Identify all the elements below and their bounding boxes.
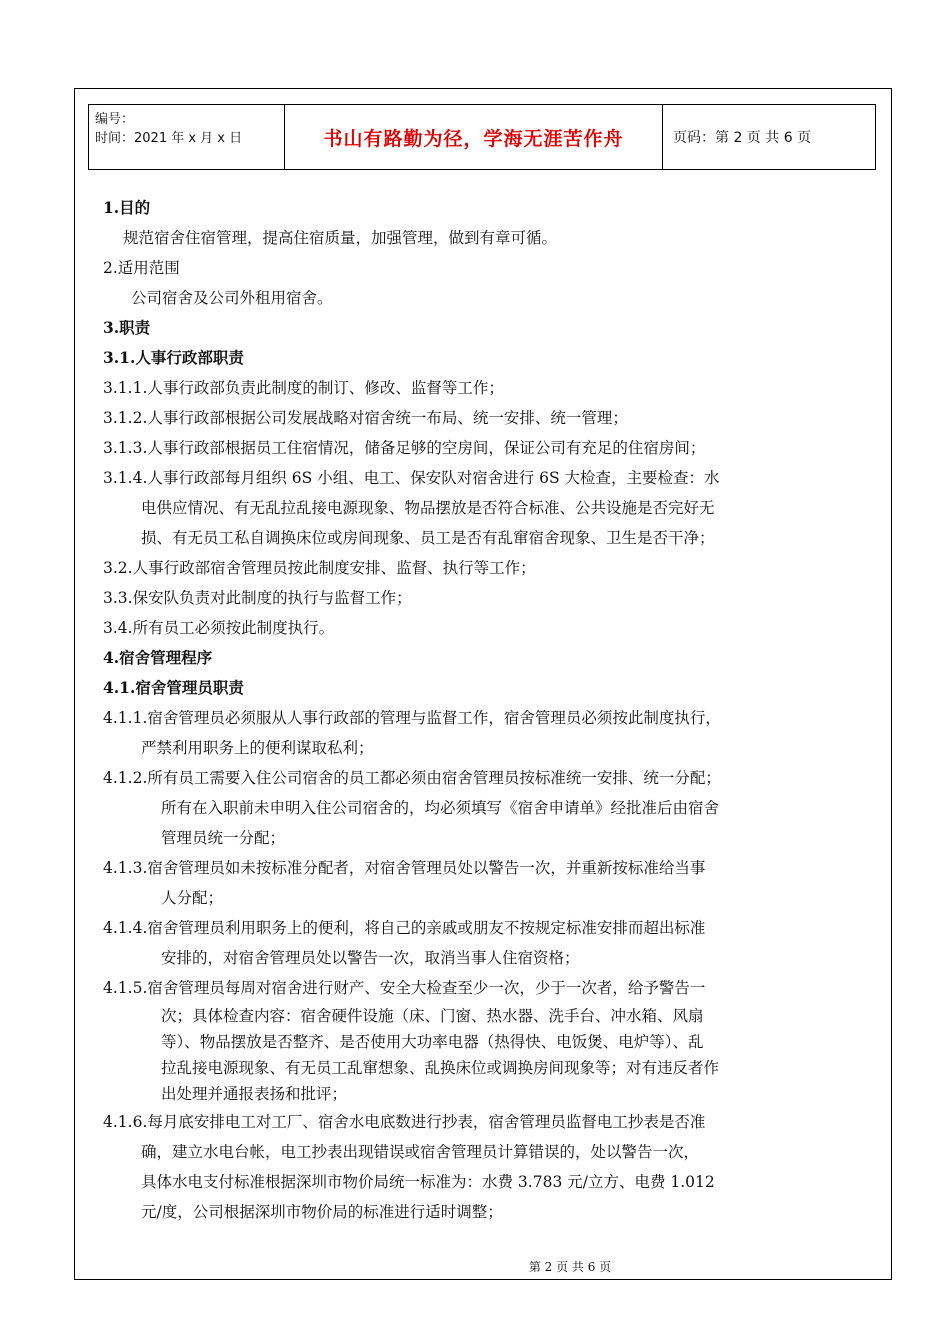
clause: 4.1.4.宿舍管理员利用职务上的便利，将自己的亲戚或朋友不按规定标准安排而超出标准 — [103, 919, 706, 937]
subsection-heading: 4.1.宿舍管理员职责 — [103, 678, 244, 697]
clause-continuation: 次；具体检查内容：宿舍硬件设施（床、门窗、热水器、洗手台、冲水箱、风扇 — [161, 1007, 704, 1025]
clause: 4.1.5.宿舍管理员每周对宿舍进行财产、安全大检查至少一次，少于一次者，给予警告一 — [103, 979, 706, 997]
page-footer — [0, 1258, 950, 1275]
clause: 4.1.6.每月底安排电工对工厂、宿舍水电底数进行抄表，宿舍管理员监督电工抄表是否准 — [103, 1113, 706, 1131]
clause-continuation: 拉乱接电源现象、有无员工乱窜想象、乱换床位或调换房间现象等；对有违反者作 — [161, 1059, 720, 1077]
clause: 4.1.2.所有员工需要入住公司宿舍的员工都必须由宿舍管理员按标准统一安排、统一分配； — [103, 769, 721, 787]
clause-continuation: 所有在入职前未申明入住公司宿舍的，均必须填写《宿舍申请单》经批准后由宿舍 — [161, 799, 720, 817]
number-label: 编号： — [95, 112, 135, 127]
clause: 3.2.人事行政部宿舍管理员按此制度安排、监督、执行等工作； — [103, 559, 536, 577]
clause: 3.1.1.人事行政部负责此制度的制订、修改、监督等工作； — [103, 379, 504, 397]
clause: 3.3.保安队负责对此制度的执行与监督工作； — [103, 589, 412, 607]
footer-page-number: 第 2 页 共 6 页 — [528, 1260, 612, 1274]
motto-text: 书山有路勤为径，学海无涯苦作舟 — [323, 127, 624, 150]
clause: 3.1.2.人事行政部根据公司发展战略对宿舍统一布局、统一安排、统一管理； — [103, 409, 628, 427]
clause: 3.1.3.人事行政部根据员工住宿情况，储备足够的空房间，保证公司有充足的住宿房间； — [103, 439, 706, 457]
clause-continuation: 确，建立水电台帐，电工抄表出现错误或宿舍管理员计算错误的，处以警告一次， — [141, 1143, 700, 1161]
header-meta — [89, 105, 285, 169]
clause: 3.4.所有员工必须按此制度执行。 — [103, 619, 335, 637]
paragraph: 公司宿舍及公司外租用宿舍。 — [131, 289, 333, 307]
clause-continuation: 安排的，对宿舍管理员处以警告一次，取消当事人住宿资格； — [161, 949, 580, 967]
clause-continuation: 严禁利用职务上的便利谋取私利； — [141, 739, 374, 757]
clause-continuation: 损、有无员工私自调换床位或房间现象、员工是否有乱窜宿舍现象、卫生是否干净； — [141, 529, 715, 547]
paragraph: 规范宿舍住宿管理，提高住宿质量，加强管理，做到有章可循。 — [123, 229, 558, 247]
clause-continuation: 等）、物品摆放是否整齐、是否使用大功率电器（热得快、电饭煲、电炉等）、乱 — [161, 1033, 704, 1051]
section-heading: 2.适用范围 — [103, 259, 180, 277]
section-heading: 3.职责 — [103, 318, 151, 337]
clause-continuation: 管理员统一分配； — [161, 829, 286, 847]
section-heading: 4.宿舍管理程序 — [103, 648, 213, 667]
clause-continuation: 电供应情况、有无乱拉乱接电源现象、物品摆放是否符合标准、公共设施是否完好无 — [141, 499, 715, 517]
page-code: 页码：第 2 页 共 6 页 — [673, 130, 812, 146]
document-body — [103, 193, 863, 1227]
clause-continuation: 人分配； — [161, 889, 224, 907]
document-header — [88, 104, 876, 170]
time-label: 时间：2021 年 x 月 x 日 — [95, 131, 243, 146]
clause: 4.1.1.宿舍管理员必须服从人事行政部的管理与监督工作，宿舍管理员必须按此制度执行， — [103, 709, 721, 727]
clause: 4.1.3.宿舍管理员如未按标准分配者，对宿舍管理员处以警告一次，并重新按标准给当事 — [103, 859, 706, 877]
clause: 3.1.4.人事行政部每月组织 6S 小组、电工、保安队对宿舍进行 6S 大检查，主要检查：水 — [103, 469, 720, 487]
clause-continuation: 出处理并通报表扬和批评； — [161, 1085, 348, 1103]
clause-continuation: 元/度，公司根据深圳市物价局的标准进行适时调整； — [141, 1203, 503, 1221]
section-heading: 1.目的 — [103, 198, 151, 217]
subsection-heading: 3.1.人事行政部职责 — [103, 348, 244, 367]
clause-continuation: 具体水电支付标准根据深圳市物价局统一标准为：水费 3.783 元/立方、电费 1.012 — [141, 1173, 715, 1191]
header-motto — [285, 105, 663, 169]
